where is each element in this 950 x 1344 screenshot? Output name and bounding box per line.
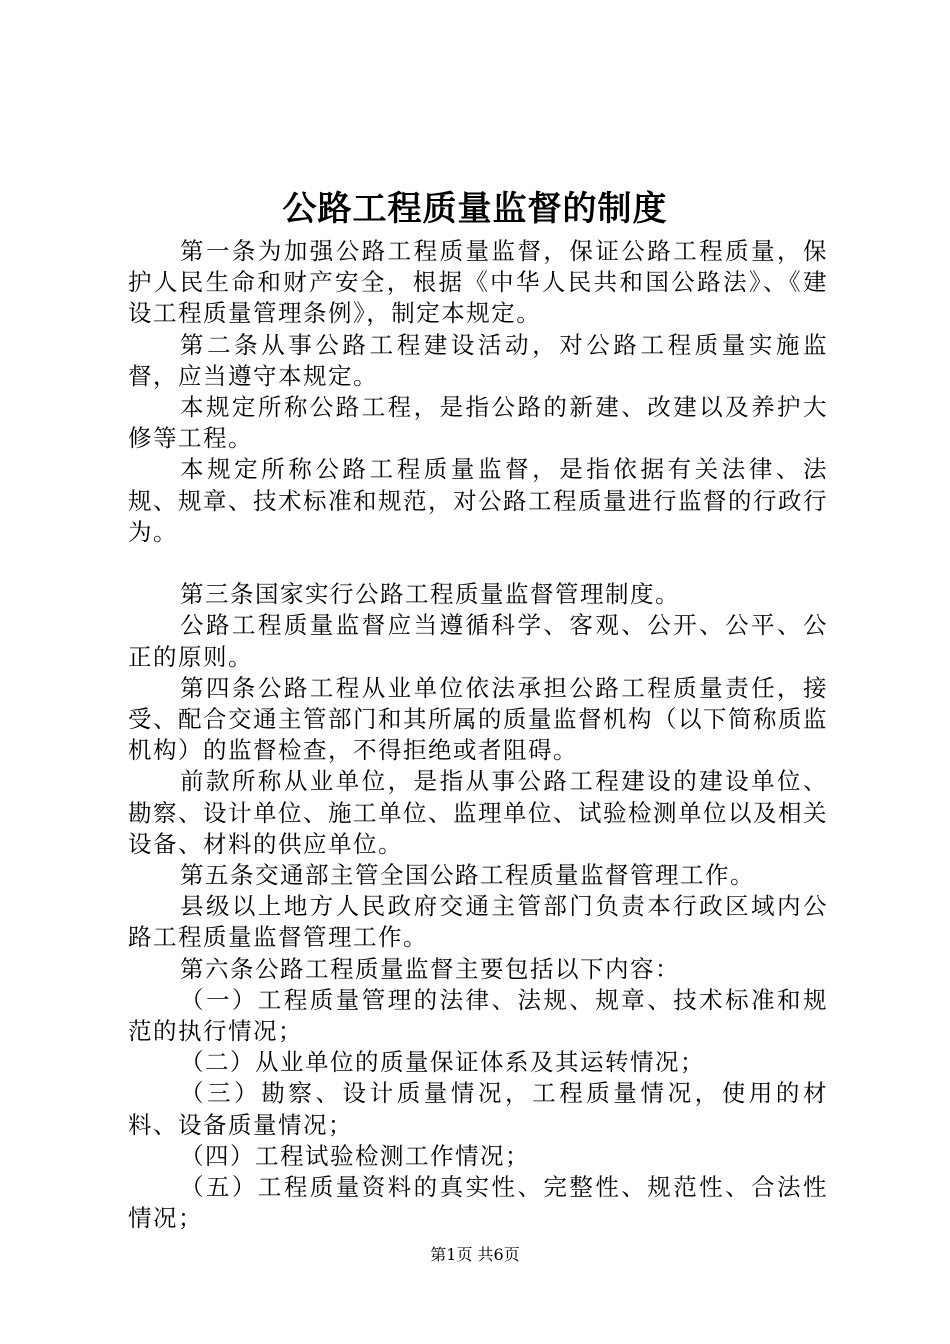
paragraph-definition-highway: 本规定所称公路工程，是指公路的新建、改建以及养护大修等工程。 <box>128 393 828 453</box>
list-item-2: （二）从业单位的质量保证体系及其运转情况； <box>180 1048 705 1077</box>
paragraph-article-5: 第五条交通部主管全国公路工程质量监督管理工作。 <box>180 861 755 890</box>
paragraph-article-4: 第四条公路工程从业单位依法承担公路工程质量责任，接受、配合交通主管部门和其所属的质量监督机构（以下简称质监机构）的监督检查，不得拒绝或者阻碍。 <box>128 673 828 765</box>
list-item-4: （四）工程试验检测工作情况； <box>180 1141 530 1170</box>
paragraph-principles: 公路工程质量监督应当遵循科学、客观、公开、公平、公正的原则。 <box>128 611 828 671</box>
list-item-1: （一）工程质量管理的法律、法规、规章、技术标准和规范的执行情况； <box>128 985 828 1046</box>
paragraph-article-6: 第六条公路工程质量监督主要包括以下内容： <box>180 954 680 983</box>
paragraph-spacer <box>128 548 828 579</box>
paragraph-article-1: 第一条为加强公路工程质量监督，保证公路工程质量，保护人民生命和财产安全，根据《中华人民共和国公路法》、《建设工程质量管理条例》，制定本规定。 <box>128 237 828 328</box>
document-title: 公路工程质量监督的制度 <box>282 189 668 229</box>
paragraph-article-2: 第二条从事公路工程建设活动，对公路工程质量实施监督，应当遵守本规定。 <box>128 330 828 390</box>
page-number-footer: 第1页 共6页 <box>430 1245 520 1264</box>
paragraph-definition-supervision: 本规定所称公路工程质量监督，是指依据有关法律、法规、规章、技术标准和规范，对公路工程质量进行监督的行政行为。 <box>128 455 828 546</box>
paragraph-local-authority: 县级以上地方人民政府交通主管部门负责本行政区域内公路工程质量监督管理工作。 <box>128 892 828 952</box>
list-item-5: （五）工程质量资料的真实性、完整性、规范性、合法性情况； <box>128 1173 828 1233</box>
document-body <box>128 236 828 1234</box>
paragraph-definition-units: 前款所称从业单位，是指从事公路工程建设的建设单位、勘察、设计单位、施工单位、监理单位、试验检测单位以及相关设备、材料的供应单位。 <box>128 767 828 858</box>
list-item-3: （三）勘察、设计质量情况，工程质量情况，使用的材料、设备质量情况； <box>128 1079 828 1139</box>
paragraph-article-3: 第三条国家实行公路工程质量监督管理制度。 <box>180 580 680 609</box>
